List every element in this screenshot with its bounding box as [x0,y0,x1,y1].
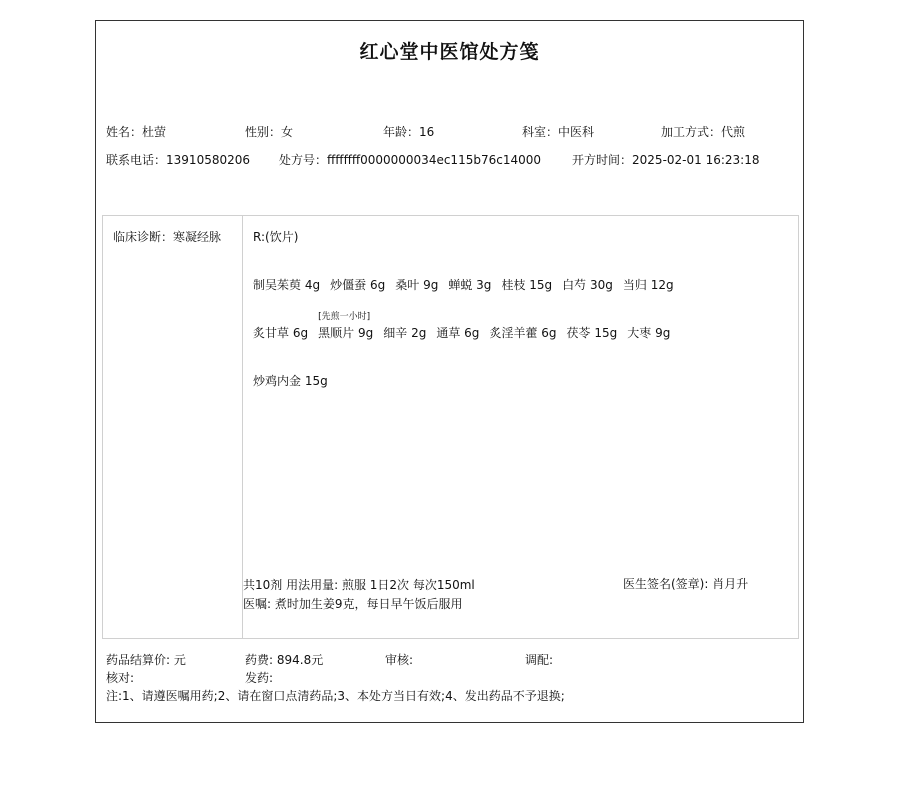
prescription-box [102,215,799,639]
herb-dose: 9g [655,326,671,340]
herb-item [567,324,618,341]
patient-name-value: 杜萤 [142,125,167,139]
herb-item [330,276,385,293]
patient-age-label: 年龄 ： [383,125,419,139]
page-title: 红心堂中医馆处方笺 [359,41,540,63]
herb-item [448,276,491,293]
herb-dose: 2g [411,326,427,340]
prescription-number-label: 处方号 ： [279,153,327,167]
diagnosis-value: 寒凝经脉 [173,230,222,244]
patient-gender [245,123,293,140]
prescribe-time-value: 2025-02-01 16:23:18 [632,153,760,167]
drug-fee: 药费: 894.8元 [245,653,324,667]
herb-name: 通草 [436,326,461,340]
prescription-number [279,151,541,168]
herb-name: 制吴茱萸 [253,278,302,292]
herb-item [623,276,674,293]
herb-dose: 4g [304,278,321,292]
patient-age [383,123,434,140]
check: 核对: [106,671,135,685]
patient-name [106,123,166,140]
issue: 发药: [245,671,274,685]
herb-name: 炙淫羊藿 [489,326,538,340]
herb-name: 当归 [622,278,647,292]
herb-item [253,276,320,293]
process-method-value: 代煎 [721,125,746,139]
herb-item [501,276,552,293]
drug-price: 药品结算价: 元 [106,653,186,667]
usage-text: 共10剂 用法用量: 煎服 1日2次 每次150ml [243,578,475,592]
patient-gender-value: 女 [281,125,294,139]
prescription-number-value: ffffffff0000000034ec115b76c14000 [327,153,541,167]
patient-dept-value: 中医科 [558,125,595,139]
herb-dose: 6g [541,326,557,340]
patient-phone-value: 13910580206 [166,153,251,167]
herb-item [253,324,308,341]
herb-row-3 [253,372,338,389]
herb-name: 细辛 [383,326,408,340]
herb-name: 桂枝 [501,278,526,292]
doctor-advice: 医嘱: 煮时加生姜9克，每日早午饭后服用 [243,597,463,611]
herb-name: 炙甘草 [253,326,290,340]
herb-name: 大枣 [627,326,652,340]
diagnosis [113,228,221,245]
herb-dose: 15g [594,326,618,340]
dispense: 调配: [525,653,554,667]
prescribe-time [572,151,759,168]
herb-item [318,312,374,341]
process-method [661,123,745,140]
herb-name: 蝉蜕 [448,278,473,292]
herb-item [562,276,613,293]
rx-type: R:(饮片) [253,230,299,244]
herb-name: 黑顺片 [318,326,355,340]
herb-dose: 6g [369,278,386,292]
patient-phone-label: 联系电话 ： [106,153,166,167]
herb-item [489,324,556,341]
review: 审核: [385,653,414,667]
patient-phone [106,151,250,168]
herb-note: [先煎一小时] [318,312,371,322]
herb-item [436,324,479,341]
herb-row-1 [253,276,684,293]
patient-dept [522,123,594,140]
process-method-label: 加工方式 ： [661,125,721,139]
patient-age-value: 16 [419,125,435,139]
herb-name: 炒鸡内金 [253,374,302,388]
herb-row-2 [253,312,680,341]
herb-dose: 6g [464,326,480,340]
footer-note: 注:1、请遵医嘱用药;2、请在窗口点清药品;3、本处方当日有效;4、发出药品不予退换; [106,689,565,703]
herb-dose: 6g [292,326,309,340]
herb-name: 白芍 [562,278,587,292]
herb-item [383,324,426,341]
herb-dose: 9g [423,278,439,292]
diagnosis-label: 临床诊断 ： [113,230,173,244]
patient-dept-label: 科室 ： [522,125,558,139]
diagnosis-column [103,216,243,638]
herb-dose: 12g [650,278,674,292]
doctor-signature: 医生签名(签章): 肖月升 [623,577,749,591]
prescribe-time-label: 开方时间 ： [572,153,632,167]
herb-dose: 15g [529,278,553,292]
herb-dose: 3g [476,278,492,292]
herb-dose: 9g [357,326,374,340]
herb-item [253,372,328,389]
prescription-sheet [95,20,804,723]
herb-name: 炒僵蚕 [330,278,367,292]
herb-dose: 30g [590,278,613,292]
herb-name: 茯苓 [566,326,591,340]
herb-dose: 15g [304,374,328,388]
herb-name: 桑叶 [395,278,420,292]
patient-name-label: 姓名 ： [106,125,142,139]
herb-item [395,276,438,293]
herb-item [627,324,670,341]
patient-gender-label: 性别 ： [245,125,281,139]
